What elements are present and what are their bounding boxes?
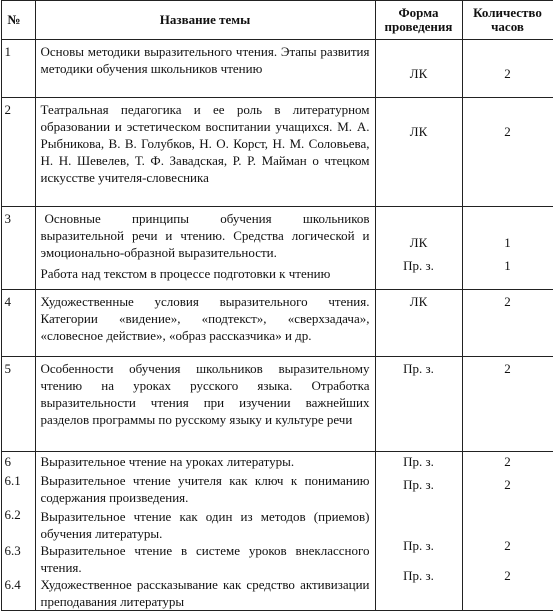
table-row (1, 98, 553, 207)
sub-form: Пр. з. (403, 568, 434, 583)
sub-form: Пр. з. (403, 454, 434, 469)
sub-topic: Художественное рассказывание как средство активизации преподавания литературы (40, 577, 370, 609)
sub-num: 6.3 (4, 543, 21, 558)
table-row (1, 207, 553, 290)
sub-hours: 2 (504, 538, 511, 553)
row-topic: Основы методики выразительного чтения. Этапы развития методики обучения школьников чтению (35, 40, 375, 98)
row-topic (35, 207, 375, 290)
form-value: Пр. з. (403, 258, 434, 273)
sub-num: 6.4 (4, 577, 21, 592)
row-topic-part-a: Основные принципы обучения школьников выразительной речи и чтению. Средства логической и эмоционально-образной выразительности. (40, 211, 370, 260)
hours-value: 2 (504, 124, 511, 139)
form-value: ЛК (409, 124, 428, 139)
row-topic-part-b: Работа над текстом в процессе подготовки к чтению (40, 266, 331, 281)
row-hours (462, 98, 553, 207)
row-form (375, 40, 462, 98)
form-value: ЛК (409, 235, 428, 250)
sub-topic: Выразительное чтение в системе уроков внеклассного чтения. (40, 543, 370, 575)
row-hours (462, 357, 553, 452)
row-form (375, 452, 462, 611)
sub-topic: Выразительное чтение учителя как ключ к пониманию содержания произведения. (40, 473, 370, 505)
table-row (1, 40, 553, 98)
row-topic: Театральная педагогика и ее роль в литературном образовании и эстетическом воспитании учащихся. М. А. Рыбникова, В. В. Голубков, Н. О. Корст, Н. М. Соловьева, Н. Н. Шевелев, Т. Ф. Завадская, Р. Р. Майман о чтецком искусстве учителя-словесника (35, 98, 375, 207)
sub-form: Пр. з. (403, 477, 434, 492)
row-hours (462, 40, 553, 98)
row-num: 3 (1, 207, 35, 290)
row-topic: Особенности обучения школьников выразительному чтению на уроках русского языка. Отработка выразительности чтения при изучении важнейших разделов программы по русскому языку и культуре речи (35, 357, 375, 452)
header-topic: Название темы (35, 1, 375, 40)
sub-num: 6.2 (4, 507, 21, 522)
row-hours (462, 207, 553, 290)
hours-value: 1 (504, 258, 511, 273)
table-row (1, 357, 553, 452)
hours-value: 2 (504, 66, 511, 81)
row-num: 1 (1, 40, 35, 98)
row-num: 5 (1, 357, 35, 452)
header-form: Форма проведения (375, 1, 462, 40)
row-form (375, 357, 462, 452)
hours-value: 2 (504, 294, 511, 309)
form-value: ЛК (409, 294, 428, 309)
row-form (375, 290, 462, 357)
form-value: Пр. з. (403, 361, 434, 376)
header-num: № (1, 1, 35, 40)
sub-topic: Выразительное чтение на уроках литературы. (40, 454, 295, 469)
sub-num: 6 (4, 454, 11, 469)
sub-num: 6.1 (4, 473, 21, 488)
sub-topic: Выразительное чтение как один из методов (приемов) обучения литературы. (40, 509, 370, 541)
table-row (1, 290, 553, 357)
table-row (1, 452, 553, 611)
row-hours (462, 452, 553, 611)
row-form (375, 207, 462, 290)
row-num: 4 (1, 290, 35, 357)
sub-hours: 2 (504, 477, 511, 492)
row-num (1, 452, 35, 611)
hours-value: 1 (504, 235, 511, 250)
sub-hours: 2 (504, 568, 511, 583)
sub-form: Пр. з. (403, 538, 434, 553)
hours-value: 2 (504, 361, 511, 376)
row-num: 2 (1, 98, 35, 207)
row-topic (35, 452, 375, 611)
row-form (375, 98, 462, 207)
topics-table (1, 0, 553, 611)
form-value: ЛК (409, 66, 428, 81)
header-hours: Количество часов (462, 1, 553, 40)
sub-hours: 2 (504, 454, 511, 469)
table-header-row (1, 1, 553, 40)
row-topic: Художественные условия выразительного чтения. Категории «видение», «подтекст», «сверхзадача», «словесное действие», «образ рассказчика» и др. (35, 290, 375, 357)
row-hours (462, 290, 553, 357)
